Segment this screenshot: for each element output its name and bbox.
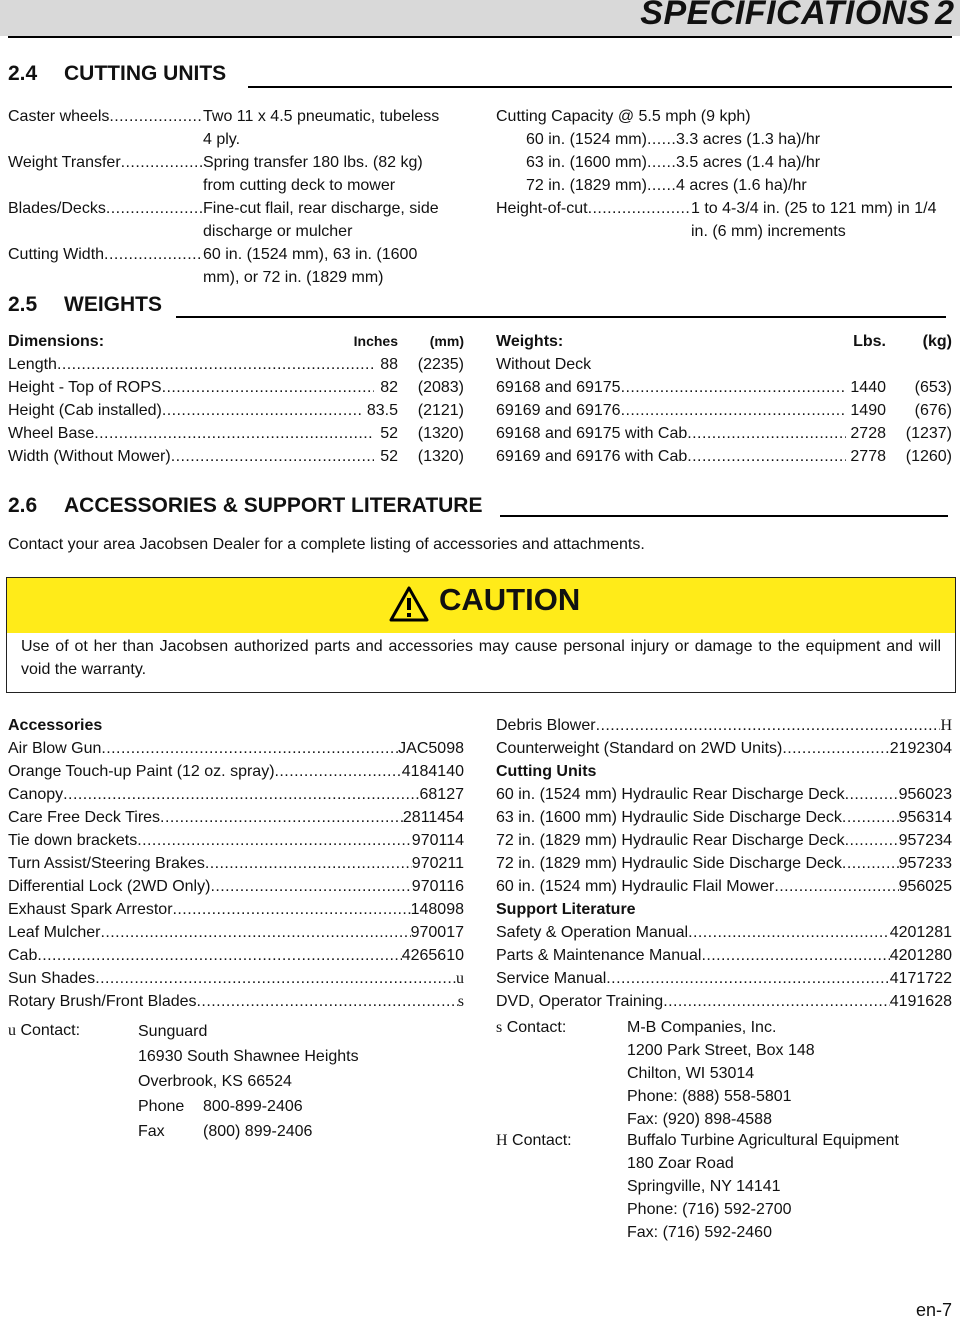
list-item: Rotary Brush/Front Blades . . . s (8, 990, 464, 1013)
table-row: Width (Without Mower) . . . 52 (1320) (8, 445, 464, 468)
list-item: Orange Touch-up Paint (12 oz. spray) . . . 4184140 (8, 760, 464, 783)
section-heading-cutting-units: 2.4 CUTTING UNITS (8, 62, 227, 85)
list-item: Leaf Mulcher . . . 970017 (8, 921, 464, 944)
list-item: Differential Lock (2WD Only) . . . 970116 (8, 875, 464, 898)
contact-mb-companies: s Contact: M-B Companies, Inc. 1200 Park Street, Box 148 Chilton, WI 53014 Phone: (888) 558-5801 Fax: (920) 898-4588 (496, 1019, 815, 1128)
list-item: Canopy . . . 68127 (8, 783, 464, 806)
parts-list: Debris Blower . . . H Counterweight (Standard on 2WD Units) . . . 2192304 Cutting Units 60 in. (1524 mm) Hydraulic Rear Discharge Deck . . . 956023 63 in. (1600 mm) Hydraulic Side Discharge Deck . . . 956314 72 in. (1829 mm) Hydraulic Rear Discharge Deck . . . 957234 72 in. (1829 mm) Hydraulic Side Discharge Deck . . . 957233 60 in. (1524 mm) Hydraulic Flail Mower . . . 956025 Support Literature Safety & Operation Manual . . . 4201281 Parts & Maintenance Manual . . . 4201280 Service Manual . . . 4171722 DVD, Operator Training . . . 4191628 (496, 714, 952, 1013)
table-row: 69169 and 69176 with Cab . . . 2778 (1260) (496, 445, 952, 468)
heading-rule (176, 316, 946, 318)
section-number: 2 (935, 0, 954, 32)
section-heading-weights: 2.5 WEIGHTS (8, 293, 162, 316)
list-item: 72 in. (1829 mm) Hydraulic Rear Discharge Deck . . . 957234 (496, 829, 952, 852)
page-title: SPECIFICATIONS (640, 0, 930, 32)
list-item: 60 in. (1524 mm) Hydraulic Rear Discharge Deck . . . 956023 (496, 783, 952, 806)
contact-sunguard: u Contact: Sunguard 16930 South Shawnee Heights Overbrook, KS 66524 Phone 800-899-2406 Fax (800) 899-2406 (8, 1022, 359, 1140)
table-row: 69168 and 69175 . . . 1440 (653) (496, 376, 952, 399)
list-item: Turn Assist/Steering Brakes . . . 970211 (8, 852, 464, 875)
list-item: Tie down brackets . . . 970114 (8, 829, 464, 852)
list-item: Debris Blower . . . H (496, 714, 952, 737)
heading-rule (500, 515, 948, 517)
table-row: Wheel Base . . . 52 (1320) (8, 422, 464, 445)
cutting-specs-left: Caster wheels . . . Two 11 x 4.5 pneumatic, tubeless 4 ply. Weight Transfer . . . Spring transfer 180 lbs. (82 kg) from cutting deck to mower Blades/Decks . . . Fine-cut flail, rear discharge, side discharge or mulcher Cutting Width . . . 60 in. (1524 mm), 63 in. (1600 mm), or 72 in. (1829 mm) (8, 105, 468, 289)
cutting-capacity: Cutting Capacity @ 5.5 mph (9 kph) 60 in. (1524 mm) . . . 3.3 acres (1.3 ha)/hr 63 in. (1600 mm) . . . 3.5 acres (1.4 ha)/hr 72 in. (1829 mm) . . . 4 acres (1.6 ha)/hr Height-of-cut . . . 1 to 4-3/4 in. (25 to 121 mm) in 1/4 in. (6 mm) increments (496, 105, 956, 243)
accessories-intro: Contact your area Jacobsen Dealer for a complete listing of accessories and attachments. (8, 536, 645, 553)
list-item: Safety & Operation Manual . . . 4201281 (496, 921, 952, 944)
list-item: Sun Shades . . . u (8, 967, 464, 990)
list-item: 63 in. (1600 mm) Hydraulic Side Discharge Deck . . . 956314 (496, 806, 952, 829)
weights-table: Weights: Lbs. (kg) Without Deck 69168 and 69175 . . . 1440 (653) 69169 and 69176 . . . 1490 (676) 69168 and 69175 with Cab . . . 2728 (1237) 69169 and 69176 with Cab . . . 2778 (1260) (496, 330, 952, 468)
table-row: Height - Top of ROPS . . . 82 (2083) (8, 376, 464, 399)
caution-box (6, 577, 956, 693)
list-item: Exhaust Spark Arrestor . . . 148098 (8, 898, 464, 921)
list-item: Cab . . . 4265610 (8, 944, 464, 967)
dimensions-table: Dimensions: Inches (mm) Length . . . 88 (2235) Height - Top of ROPS . . . 82 (2083) Height (Cab installed) . . . 83.5 (2121) Wheel Base . . . 52 (1320) Width (Without Mower) . . . 52 (1320) (8, 330, 464, 468)
section-heading-accessories: 2.6 ACCESSORIES & SUPPORT LITERATURE (8, 494, 483, 517)
table-row: 69168 and 69175 with Cab . . . 2728 (1237) (496, 422, 952, 445)
table-row: Length . . . 88 (2235) (8, 353, 464, 376)
heading-rule (248, 86, 952, 88)
caution-title: CAUTION (439, 582, 581, 617)
list-item: DVD, Operator Training . . . 4191628 (496, 990, 952, 1013)
list-item: Parts & Maintenance Manual . . . 4201280 (496, 944, 952, 967)
list-item: Service Manual . . . 4171722 (496, 967, 952, 990)
page-number: en-7 (915, 1300, 952, 1320)
list-item: Air Blow Gun . . . JAC5098 (8, 737, 464, 760)
warning-icon (389, 586, 429, 622)
accessories-list: Accessories Air Blow Gun . . . JAC5098 Orange Touch-up Paint (12 oz. spray) . . . 4184140 Canopy . . . 68127 Care Free Deck Tires . . . 2811454 Tie down brackets . . . 970114 Turn Assist/Steering Brakes . . . 970211 Differential Lock (2WD Only) . . . 970116 Exhaust Spark Arrestor . . . 148098 Leaf Mulcher . . . 970017 Cab . . . 4265610 Sun Shades . . . u Rotary Brush/Front Blades . . . s (8, 714, 464, 1013)
table-row: 69169 and 69176 . . . 1490 (676) (496, 399, 952, 422)
list-item: 60 in. (1524 mm) Hydraulic Flail Mower . . . 956025 (496, 875, 952, 898)
contact-buffalo-turbine: H Contact: Buffalo Turbine Agricultural Equipment 180 Zoar Road Springville, NY 14141 Phone: (716) 592-2700 Fax: (716) 592-2460 (496, 1132, 899, 1241)
list-item: Counterweight (Standard on 2WD Units) . . . 2192304 (496, 737, 952, 760)
table-row: Height (Cab installed) . . . 83.5 (2121) (8, 399, 464, 422)
list-item: 72 in. (1829 mm) Hydraulic Side Discharge Deck . . . 957233 (496, 852, 952, 875)
list-item: Care Free Deck Tires . . . 2811454 (8, 806, 464, 829)
caution-text: Use of ot her than Jacobsen authorized parts and accessories may cause personal injury or damage to the equipment and will void the warranty. (21, 638, 941, 678)
header-rule (8, 36, 952, 38)
